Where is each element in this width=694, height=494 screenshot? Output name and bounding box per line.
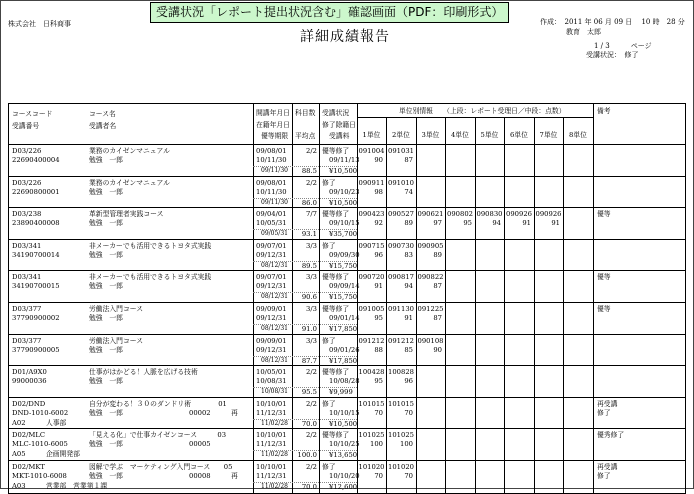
header-unit-info: 単位別情報 （上段：レポート受理日／中段：点数） xyxy=(399,107,566,115)
course-name: 労働法入門コース xyxy=(89,304,144,313)
course-name: 労働法入門コース xyxy=(89,336,144,345)
subjects: 3/3 xyxy=(306,304,317,313)
enroll-date: 11/12/31 xyxy=(256,471,287,480)
header-unit-2: 2単位 xyxy=(392,131,410,139)
deadline: 08/12/31 xyxy=(261,293,288,301)
student-no: 34190700015 xyxy=(12,282,60,291)
table-row xyxy=(9,335,685,367)
header-course-name: コース名 xyxy=(89,110,116,118)
completion-date: 10/10/20 xyxy=(329,471,360,480)
deadline: 10/08/31 xyxy=(261,388,288,396)
deadline: 08/12/31 xyxy=(261,356,288,364)
table-row xyxy=(9,208,685,240)
subjects: 2/2 xyxy=(306,368,317,377)
unit-2-score: 91 xyxy=(404,313,413,322)
student-name: 勉強 一郎 xyxy=(89,187,123,196)
unit-6-score: 91 xyxy=(522,219,531,228)
header-unit-8: 8単位 xyxy=(569,131,587,139)
status: 修了 xyxy=(322,178,336,187)
enroll-date: 10/05/31 xyxy=(256,219,287,228)
student-no: MLC-1010-6005 xyxy=(12,440,68,449)
unit-2-score: 70 xyxy=(404,408,413,417)
unit-2-score: 100 xyxy=(400,440,413,449)
unit-5-date: 090830 xyxy=(476,210,503,219)
completion-date: 10/08/28 xyxy=(329,377,360,386)
table-header xyxy=(9,104,685,145)
table-row xyxy=(9,461,685,493)
student-name: 勉強 一郎 xyxy=(89,440,123,449)
table-body xyxy=(9,145,685,493)
course-name: 図解で学ぶ マーケティング入門コース 05 xyxy=(89,462,233,471)
fee: ¥15,750 xyxy=(329,261,358,270)
average: 87.7 xyxy=(301,356,317,365)
unit-1-score: 90 xyxy=(374,156,383,164)
remarks: 優秀修了 xyxy=(597,431,625,440)
subjects: 3/3 xyxy=(306,336,317,345)
enroll-date: 09/12/31 xyxy=(256,282,287,291)
average: 70.0 xyxy=(301,419,317,428)
status: 優等修了 xyxy=(322,147,350,155)
unit-1-score: 96 xyxy=(374,250,383,259)
table-row xyxy=(9,429,685,461)
unit-2-date: 091212 xyxy=(388,336,414,345)
deadline: 11/02/28 xyxy=(261,482,288,490)
header-start-date: 開講年月日 xyxy=(256,109,290,117)
report-title: 詳細成績報告 xyxy=(300,29,390,45)
unit-1-score: 98 xyxy=(374,187,383,196)
department: A05 企画開発部 xyxy=(12,450,80,459)
remarks: 優等 xyxy=(597,304,611,313)
unit-2-date: 090817 xyxy=(388,273,414,282)
enroll-date: 10/11/30 xyxy=(256,187,287,196)
unit-1-score: 95 xyxy=(374,313,383,322)
completion-date: 09/11/13 xyxy=(329,156,360,164)
course-name: 仕事がはかどる！人脈を広げる技術 xyxy=(89,368,198,377)
unit-1-date: 100428 xyxy=(358,368,385,377)
enroll-date: 10/11/30 xyxy=(256,156,287,164)
status-filter: 受講状況： 修了 xyxy=(586,51,639,59)
student-no: DND-1010-6002 xyxy=(12,408,69,417)
unit-2-score: 89 xyxy=(404,219,413,228)
completion-date: 09/10/15 xyxy=(329,219,360,228)
status: 優等修了 xyxy=(322,431,350,440)
remarks: 再受講 修了 xyxy=(597,462,618,480)
unit-1-score: 70 xyxy=(374,408,383,417)
page-indicator: 1 / 3 ページ xyxy=(594,42,652,50)
unit-3-date: 090905 xyxy=(417,241,444,250)
unit-1-date: 091005 xyxy=(358,304,385,313)
status: 優等修了 xyxy=(322,210,350,219)
unit-3-date: 090108 xyxy=(417,336,444,345)
completion-date: 09/01/26 xyxy=(329,345,360,354)
completion-date: 09/09/14 xyxy=(329,282,360,291)
student-name: 勉強 一郎 xyxy=(89,250,123,259)
header-remarks: 備考 xyxy=(597,107,611,115)
fee: ¥35,700 xyxy=(329,230,358,239)
student-name: 勉強 一郎 xyxy=(89,313,123,322)
student-name: 勉強 一郎 xyxy=(89,345,123,354)
student-no: 22690400004 xyxy=(12,156,60,164)
course-code: D02/MKT xyxy=(12,462,45,471)
course-code: D03/377 xyxy=(12,336,42,345)
table-row xyxy=(9,240,685,272)
department: A03 営業部 営業第１課 xyxy=(12,481,108,490)
unit-1-score: 100 xyxy=(370,440,383,449)
header-unit-7: 7単位 xyxy=(539,131,558,139)
subjects: 2/2 xyxy=(306,399,317,408)
subjects: 2/2 xyxy=(306,462,317,471)
table-row xyxy=(9,271,685,303)
status: 修了 xyxy=(322,399,336,408)
course-name: 非メーカーでも活用できるトヨタ式実践 xyxy=(89,241,212,250)
student-no: 22690800001 xyxy=(12,187,60,196)
unit-6-date: 090926 xyxy=(506,210,532,219)
start-date: 10/10/01 xyxy=(256,462,287,471)
company-name: 株式会社 日科商事 xyxy=(8,20,71,28)
average: 70.0 xyxy=(301,482,317,491)
creator-name: 教育 太郎 xyxy=(566,28,601,36)
status: 優等修了 xyxy=(322,273,350,282)
fee: ¥15,750 xyxy=(329,293,358,302)
course-name: 業務のカイゼンマニュアル xyxy=(89,178,170,187)
course-code: D03/226 xyxy=(12,147,42,155)
average: 95.5 xyxy=(301,388,317,397)
unit-4-date: 090802 xyxy=(447,210,473,219)
unit-4-score: 95 xyxy=(463,219,472,228)
fee: ¥12,600 xyxy=(329,482,358,491)
created-datetime: 作成： 2011 年 06 月 09 日 10 時 28 分 xyxy=(540,18,685,26)
unit-2-score: 94 xyxy=(404,282,413,291)
enroll-date: 11/12/31 xyxy=(256,440,287,449)
subjects: 3/3 xyxy=(306,273,317,282)
fee: ¥10,500 xyxy=(329,198,358,207)
screen-title-banner: 受講状況「レポート提出状況含む」確認画面（PDF：印刷形式） xyxy=(150,2,509,23)
unit-7-score: 91 xyxy=(551,219,560,228)
unit-2-score: 70 xyxy=(404,471,413,480)
start-date: 10/05/01 xyxy=(256,368,287,377)
start-date: 09/09/01 xyxy=(256,304,287,313)
header-unit-3: 3単位 xyxy=(421,131,440,139)
average: 89.5 xyxy=(301,261,317,270)
subjects: 2/2 xyxy=(306,147,317,155)
grade-table xyxy=(8,103,686,494)
student-name: 勉強 一郎 xyxy=(89,377,123,386)
deadline: 09/11/30 xyxy=(261,198,288,206)
unit-2-date: 101015 xyxy=(388,399,414,408)
status: 優等修了 xyxy=(322,304,350,313)
course-name: 革新型管理者実践コース xyxy=(89,210,164,219)
average: 91.0 xyxy=(301,324,317,333)
completion-date: 09/01/14 xyxy=(329,313,360,322)
header-unit-4: 4単位 xyxy=(451,131,469,139)
table-row xyxy=(9,145,685,177)
start-date: 10/10/01 xyxy=(256,399,287,408)
course-code: D02/MLC xyxy=(12,431,46,440)
unit-2-date: 101020 xyxy=(388,462,414,471)
unit-1-date: 091004 xyxy=(358,147,385,155)
header-enroll-date: 在籍年月日 xyxy=(256,121,290,129)
unit-2-score: 96 xyxy=(404,377,413,386)
subjects: 7/7 xyxy=(306,210,317,219)
unit-2-date: 100828 xyxy=(388,368,414,377)
course-code: D03/341 xyxy=(12,241,42,250)
unit-2-date: 090730 xyxy=(388,241,414,250)
start-date: 09/09/01 xyxy=(256,336,287,345)
fee: ¥17,850 xyxy=(329,324,358,333)
status: 修了 xyxy=(322,462,336,471)
deadline: 08/12/31 xyxy=(261,261,288,269)
deadline: 09/05/31 xyxy=(261,230,288,238)
unit-1-date: 101015 xyxy=(358,399,385,408)
student-name: 勉強 一郎 xyxy=(89,408,123,417)
header-course-code: コースコード xyxy=(12,110,53,118)
student-no: 37790900005 xyxy=(12,345,60,354)
enroll-date: 09/12/31 xyxy=(256,313,287,322)
completion-date: 09/10/23 xyxy=(329,187,360,196)
student-extra: 00005 xyxy=(189,440,211,449)
student-no: 99000036 xyxy=(12,377,47,386)
remarks: 優等 xyxy=(597,210,611,219)
unit-1-score: 70 xyxy=(374,471,383,480)
unit-1-date: 090423 xyxy=(358,210,385,219)
subjects: 2/2 xyxy=(306,431,317,440)
enroll-date: 09/12/31 xyxy=(256,345,287,354)
unit-5-score: 94 xyxy=(492,219,501,228)
status: 優等修了 xyxy=(322,368,350,377)
unit-1-date: 101020 xyxy=(358,462,385,471)
remarks: 優等 xyxy=(597,273,611,282)
table-row xyxy=(9,398,685,430)
student-name: 勉強 一郎 xyxy=(89,282,123,291)
header-fee: 受講料 xyxy=(329,132,350,140)
unit-2-date: 091130 xyxy=(388,304,414,313)
header-student-name: 受講者名 xyxy=(89,122,117,130)
fee: ¥17,850 xyxy=(329,356,358,365)
unit-1-date: 091212 xyxy=(358,336,385,345)
unit-3-score: 97 xyxy=(433,219,442,228)
unit-1-date: 090720 xyxy=(358,273,385,282)
unit-2-date: 090527 xyxy=(388,210,414,219)
course-name: 「見える化」で仕事カイゼンコース 03 xyxy=(89,431,227,440)
unit-3-score: 90 xyxy=(433,345,442,354)
header-unit-5: 5単位 xyxy=(480,131,499,139)
student-no: 23890400008 xyxy=(12,219,60,228)
start-date: 10/10/01 xyxy=(256,431,287,440)
course-code: D02/DND xyxy=(12,399,46,408)
deadline: 08/12/31 xyxy=(261,324,288,332)
completion-date: 09/09/30 xyxy=(329,250,360,259)
student-no: MKT-1010-6008 xyxy=(12,471,67,480)
table-row xyxy=(9,177,685,209)
course-name: 業務のカイゼンマニュアル xyxy=(89,147,170,155)
header-deadline: 優等期限 xyxy=(261,132,289,140)
status: 修了 xyxy=(322,241,336,250)
unit-3-score: 87 xyxy=(433,282,442,291)
remarks: 再受講 修了 xyxy=(597,399,618,417)
header-unit-1: 1単位 xyxy=(362,131,381,139)
unit-2-score: 85 xyxy=(404,345,413,354)
student-no: 37790900002 xyxy=(12,313,60,322)
subjects: 2/2 xyxy=(306,178,317,187)
fee: ¥10,500 xyxy=(329,419,358,428)
course-code: D03/341 xyxy=(12,273,42,282)
header-completion: 修了除籍日 xyxy=(322,121,356,129)
unit-3-date: 091225 xyxy=(417,304,444,313)
header-unit-6: 6単位 xyxy=(510,131,528,139)
student-name: 勉強 一郎 xyxy=(89,156,123,164)
unit-1-date: 090911 xyxy=(358,178,385,187)
unit-1-score: 92 xyxy=(374,219,383,228)
enroll-date: 10/08/31 xyxy=(256,377,287,386)
unit-1-date: 101025 xyxy=(358,431,385,440)
deadline: 11/02/28 xyxy=(261,451,288,459)
average: 88.5 xyxy=(301,167,317,175)
student-extra: 00002 再 xyxy=(189,408,238,417)
average: 90.6 xyxy=(301,293,317,302)
start-date: 09/04/01 xyxy=(256,210,287,219)
header-subjects: 科目数 xyxy=(295,109,316,117)
table-row xyxy=(9,366,685,398)
unit-2-date: 091010 xyxy=(388,178,414,187)
unit-3-score: 89 xyxy=(433,250,442,259)
unit-2-date: 101025 xyxy=(388,431,414,440)
course-code: D03/377 xyxy=(12,304,42,313)
student-extra: 00008 再 xyxy=(189,471,238,480)
completion-date: 10/10/15 xyxy=(329,408,360,417)
fee: ¥10,500 xyxy=(329,167,358,175)
unit-1-score: 91 xyxy=(374,282,383,291)
status: 修了 xyxy=(322,336,336,345)
unit-1-score: 95 xyxy=(374,377,383,386)
start-date: 09/08/01 xyxy=(256,147,287,155)
header-student-no: 受講番号 xyxy=(12,122,40,130)
unit-3-date: 090621 xyxy=(417,210,444,219)
department: A02 人事部 xyxy=(12,418,67,427)
average: 100.0 xyxy=(297,451,317,460)
deadline: 09/11/30 xyxy=(261,167,288,174)
start-date: 09/07/01 xyxy=(256,273,287,282)
unit-2-score: 74 xyxy=(404,187,413,196)
enroll-date: 09/12/31 xyxy=(256,250,287,259)
student-name: 勉強 一郎 xyxy=(89,471,123,480)
unit-2-score: 83 xyxy=(404,250,413,259)
completion-date: 10/10/25 xyxy=(329,440,360,449)
course-code: D03/226 xyxy=(12,178,42,187)
unit-2-score: 87 xyxy=(404,156,413,164)
enroll-date: 11/12/31 xyxy=(256,408,287,417)
unit-1-date: 090715 xyxy=(358,241,385,250)
unit-1-score: 88 xyxy=(374,345,383,354)
fee: ¥9,999 xyxy=(329,388,353,397)
header-status: 受講状況 xyxy=(322,109,350,117)
course-name: 自分が変わる！３０のダンドリ術 01 xyxy=(89,399,227,408)
course-code: D01/A9X0 xyxy=(12,368,47,377)
student-name: 勉強 一郎 xyxy=(89,219,123,228)
unit-7-date: 090926 xyxy=(535,210,562,219)
student-no: 34190700014 xyxy=(12,250,60,259)
unit-3-score: 87 xyxy=(433,313,442,322)
deadline: 11/02/28 xyxy=(261,419,288,427)
average: 93.1 xyxy=(301,230,317,239)
start-date: 09/07/01 xyxy=(256,241,287,250)
course-name: 非メーカーでも活用できるトヨタ式実践 xyxy=(89,273,212,282)
course-code: D03/238 xyxy=(12,210,42,219)
subjects: 3/3 xyxy=(306,241,317,250)
fee: ¥13,650 xyxy=(329,451,358,460)
unit-2-date: 091031 xyxy=(388,147,414,155)
average: 86.0 xyxy=(301,198,317,207)
unit-3-date: 090822 xyxy=(417,273,444,282)
start-date: 09/08/01 xyxy=(256,178,287,187)
header-avg: 平均点 xyxy=(295,132,316,140)
table-row xyxy=(9,303,685,335)
